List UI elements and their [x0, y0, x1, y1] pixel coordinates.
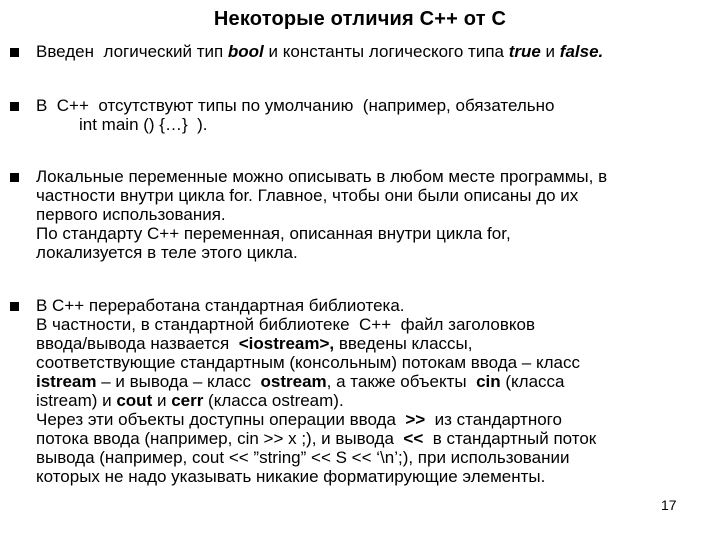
text-run: которых не надо указывать никакие форматирующие элементы. [36, 467, 546, 486]
text-line [36, 186, 716, 205]
text-run: соответствующие стандартным (консольным) потокам ввода – класс [36, 353, 580, 372]
text-run: bool [227, 42, 264, 61]
text-run: По стандарту С++ переменная, описанная внутри цикла for, [36, 224, 511, 243]
text-run: istream [36, 372, 97, 391]
text-run: В С++ переработана стандартная библиотека. [36, 296, 405, 315]
text-line [36, 448, 716, 467]
text-run: Локальные переменные можно описывать в любом месте программы, в [36, 167, 608, 186]
text-run: локализуется в теле этого цикла. [36, 243, 298, 262]
bullet-paragraph-3 [36, 167, 716, 262]
text-run: << [403, 429, 424, 448]
text-run: введены классы, [334, 334, 473, 353]
text-line [36, 391, 716, 410]
text-line [36, 224, 716, 243]
text-run: ввода/вывода назвается [36, 334, 239, 353]
text-run: ostream [260, 372, 327, 391]
text-run: cin [476, 372, 501, 391]
text-run: cerr [171, 391, 204, 410]
text-run: Через эти объекты доступны операции ввода [36, 410, 406, 429]
text-run: , а также объекты [326, 372, 477, 391]
text-run: потока ввода (например, cin >> x ;), и вывода [36, 429, 404, 448]
bullet-marker [10, 302, 19, 311]
text-run: (класса [500, 372, 565, 391]
text-run: istream) и [36, 391, 117, 410]
text-run: – и вывода – класс [96, 372, 261, 391]
text-line [36, 372, 716, 391]
bullet-paragraph-4 [36, 296, 716, 486]
text-run: и [152, 391, 172, 410]
bullet-marker [10, 48, 19, 57]
text-run: (класса ostream). [203, 391, 344, 410]
text-line [36, 410, 716, 429]
text-run: В частности, в стандартной библиотеке С++ файл заголовков [36, 315, 536, 334]
text-line [36, 96, 716, 115]
bullet-paragraph-1 [36, 42, 716, 61]
text-run: false. [559, 42, 604, 61]
text-line [36, 296, 716, 315]
bullet-marker [10, 173, 19, 182]
bullet-paragraph-2 [36, 96, 716, 134]
text-run: из стандартного [425, 410, 562, 429]
text-run: и [540, 42, 560, 61]
text-line [36, 205, 716, 224]
text-line [36, 429, 716, 448]
text-run: true [508, 42, 541, 61]
text-line [36, 167, 716, 186]
text-run: частности внутри цикла for. Главное, чтобы они были описаны до их [36, 186, 579, 205]
text-run: в стандартный поток [423, 429, 597, 448]
text-run: >> [405, 410, 426, 429]
text-line [36, 334, 716, 353]
text-run: первого использования. [36, 205, 226, 224]
bullet-marker [10, 102, 19, 111]
text-line [36, 467, 716, 486]
text-line [36, 42, 716, 61]
text-line [36, 243, 716, 262]
text-run: <iostream>, [238, 334, 335, 353]
text-line [36, 315, 716, 334]
text-line [36, 353, 716, 372]
text-run: int main () {…} ). [79, 115, 208, 134]
text-run: Введен логический тип [36, 42, 228, 61]
slide-title: Некоторые отличия С++ от С [213, 8, 507, 30]
page-number: 17 [661, 497, 677, 513]
text-run: вывода (например, cout << ”string” << S << ‘\n’;), при использовании [36, 448, 570, 467]
text-line [36, 115, 716, 134]
text-run: и константы логического типа [263, 42, 509, 61]
text-run: В С++ отсутствуют типы по умолчанию (например, обязательно [36, 96, 555, 115]
text-run: cout [116, 391, 153, 410]
